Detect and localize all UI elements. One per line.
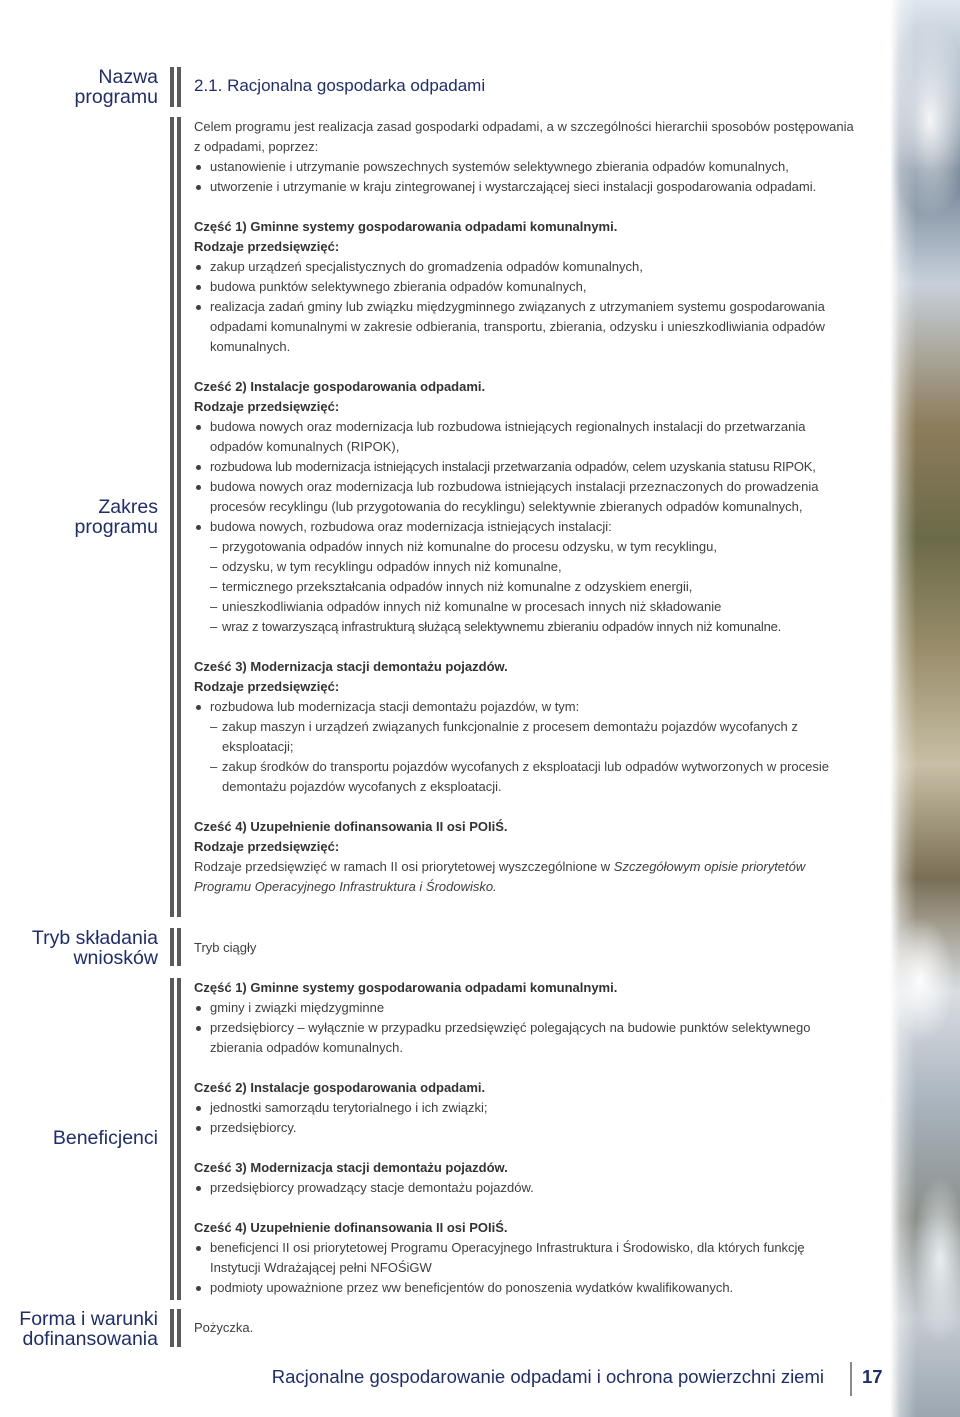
- section-divider-bars: [170, 1309, 182, 1347]
- label-line: dofinansowania: [22, 1328, 158, 1350]
- part4-text: Rodzaje przedsięwzięć w ramach II osi priorytetowej wyszczególnione w: [194, 859, 614, 874]
- label-line: Tryb składania: [31, 927, 158, 949]
- part-heading: Cześć 4) Uzupełnienie dofinansowania II osi POIiŚ.: [194, 819, 508, 834]
- page-footer: [0, 1362, 890, 1396]
- label-line: Nazwa: [98, 66, 158, 88]
- beneficjenci-content: [194, 978, 854, 1298]
- list-item: budowa nowych, rozbudowa oraz modernizacja istniejących instalacji:: [194, 517, 854, 537]
- part-heading: Cześć 3) Modernizacja stacji demontażu pojazdów.: [194, 659, 508, 674]
- label-line: programu: [74, 516, 158, 538]
- part4-italic-text: Szczegółowym opisie priorytetów Programu Operacyjnego Infrastruktura i Środowisko.: [194, 859, 806, 894]
- rodzaje-heading: Rodzaje przedsięwzięć:: [194, 239, 340, 254]
- label-nazwa-programu: [0, 67, 158, 107]
- tryb-text: Tryb ciągły: [194, 940, 257, 955]
- part-heading: Cześć 3) Modernizacja stacji demontażu pojazdów.: [194, 1160, 508, 1175]
- label-zakres-programu: [0, 497, 158, 537]
- part-heading: Cześć 2) Instalacje gospodarowania odpadami.: [194, 379, 486, 394]
- list-item: podmioty upoważnione przez ww beneficjentów do ponoszenia wydatków kwalifikowanych.: [194, 1278, 854, 1298]
- section-divider-bars: [170, 117, 182, 917]
- part4-description: [194, 857, 854, 897]
- sub-list-item: – zakup środków do transportu pojazdów wycofanych z eksploatacji lub odpadów wytworzonych w procesie demontażu pojazdów wycofanych z eksploatacji.: [194, 757, 854, 797]
- part-heading: Część 1) Gminne systemy gospodarowania odpadami komunalnymi.: [194, 980, 618, 995]
- sub-list-item: – unieszkodliwiania odpadów innych niż komunalne w procesach innych niż składowanie: [194, 597, 854, 617]
- intro-text: Celem programu jest realizacja zasad gospodarki odpadami, a w szczególności hierarchii sposobów postępowania z odpadami, poprzez:: [194, 119, 854, 154]
- list-item: przedsiębiorcy prowadzący stacje demontażu pojazdów.: [194, 1178, 854, 1198]
- list-item: realizacja zadań gminy lub związku międzygminnego związanych z utrzymaniem systemu gospodarowania odpadami komunalnymi w zakresie odbierania, transportu, zbierania, odzysku i unieszkodliwiania odpadów komunalnych.: [194, 297, 854, 357]
- footer-divider: [850, 1362, 852, 1396]
- forma-text: Pożyczka.: [194, 1320, 254, 1335]
- zakres-content: [194, 117, 854, 897]
- section-divider-bars: [170, 978, 182, 1300]
- label-tryb: [0, 928, 158, 968]
- rodzaje-heading: Rodzaje przedsięwzięć:: [194, 679, 340, 694]
- list-item: budowa punktów selektywnego zbierania odpadów komunalnych,: [194, 277, 854, 297]
- mountain-photo-strip: [890, 0, 960, 1417]
- list-item: przedsiębiorcy.: [194, 1118, 854, 1138]
- list-item: rozbudowa lub modernizacja istniejących instalacji przetwarzania odpadów, celem uzyskania statusu RIPOK,: [194, 457, 854, 477]
- title-block: [194, 76, 854, 96]
- section-divider-bars: [170, 928, 182, 966]
- list-item: zakup urządzeń specjalistycznych do gromadzenia odpadów komunalnych,: [194, 257, 854, 277]
- part-heading: Cześć 2) Instalacje gospodarowania odpadami.: [194, 1080, 486, 1095]
- list-item: rozbudowa lub modernizacja stacji demontażu pojazdów, w tym:: [194, 697, 854, 717]
- sub-list-item: – zakup maszyn i urządzeń związanych funkcjonalnie z procesem demontażu pojazdów wycofanych z eksploatacji;: [194, 717, 854, 757]
- sub-list-item: – odzysku, w tym recyklingu odpadów innych niż komunalne,: [194, 557, 854, 577]
- part-heading: Część 1) Gminne systemy gospodarowania odpadami komunalnymi.: [194, 219, 618, 234]
- sub-list-item: – termicznego przekształcania odpadów innych niż komunalne z odzyskiem energii,: [194, 577, 854, 597]
- label-line: programu: [74, 86, 158, 108]
- label-beneficjenci: [0, 1128, 158, 1148]
- sub-list-item: – przygotowania odpadów innych niż komunalne do procesu odzysku, w tym recyklingu,: [194, 537, 854, 557]
- list-item: przedsiębiorcy – wyłącznie w przypadku przedsięwzięć polegających na budowie punktów selektywnego zbierania odpadów komunalnych.: [194, 1018, 854, 1058]
- list-item: gminy i związki międzygminne: [194, 998, 854, 1018]
- list-item: jednostki samorządu terytorialnego i ich związki;: [194, 1098, 854, 1118]
- label-forma: [0, 1309, 158, 1349]
- label-line: Zakres: [98, 496, 158, 518]
- list-item: beneficjenci II osi priorytetowej Programu Operacyjnego Infrastruktura i Środowisko, dla których funkcję Instytucji Wdrażającej pełni NFOŚiGW: [194, 1238, 854, 1278]
- tryb-content: [194, 938, 854, 958]
- forma-content: [194, 1318, 854, 1338]
- label-line: wniosków: [73, 947, 158, 969]
- part-heading: Cześć 4) Uzupełnienie dofinansowania II osi POIiŚ.: [194, 1220, 508, 1235]
- list-item: budowa nowych oraz modernizacja lub rozbudowa istniejących regionalnych instalacji do przetwarzania odpadów komunalnych (RIPOK),: [194, 417, 854, 457]
- page-number: 17: [862, 1366, 883, 1387]
- program-title: 2.1. Racjonalna gospodarka odpadami: [194, 76, 486, 95]
- section-divider-bars: [170, 67, 182, 107]
- rodzaje-heading: Rodzaje przedsięwzięć:: [194, 839, 340, 854]
- list-item: ustanowienie i utrzymanie powszechnych systemów selektywnego zbierania odpadów komunalnych,: [194, 157, 854, 177]
- rodzaje-heading: Rodzaje przedsięwzięć:: [194, 399, 340, 414]
- label-line: Forma i warunki: [19, 1308, 158, 1330]
- sub-list-item: – wraz z towarzyszącą infrastrukturą służącą selektywnemu zbieraniu odpadów innych niż komunalne.: [194, 617, 854, 637]
- label-line: Beneficjenci: [52, 1127, 158, 1149]
- footer-title: Racjonalne gospodarowanie odpadami i ochrona powierzchni ziemi: [271, 1366, 824, 1387]
- list-item: utworzenie i utrzymanie w kraju zintegrowanej i wystarczającej sieci instalacji gospodarowania odpadami.: [194, 177, 854, 197]
- list-item: budowa nowych oraz modernizacja lub rozbudowa istniejących instalacji przeznaczonych do prowadzenia procesów recyklingu (lub przygotowania do recyklingu) selektywnie zbieranych odpadów komunalnych,: [194, 477, 854, 517]
